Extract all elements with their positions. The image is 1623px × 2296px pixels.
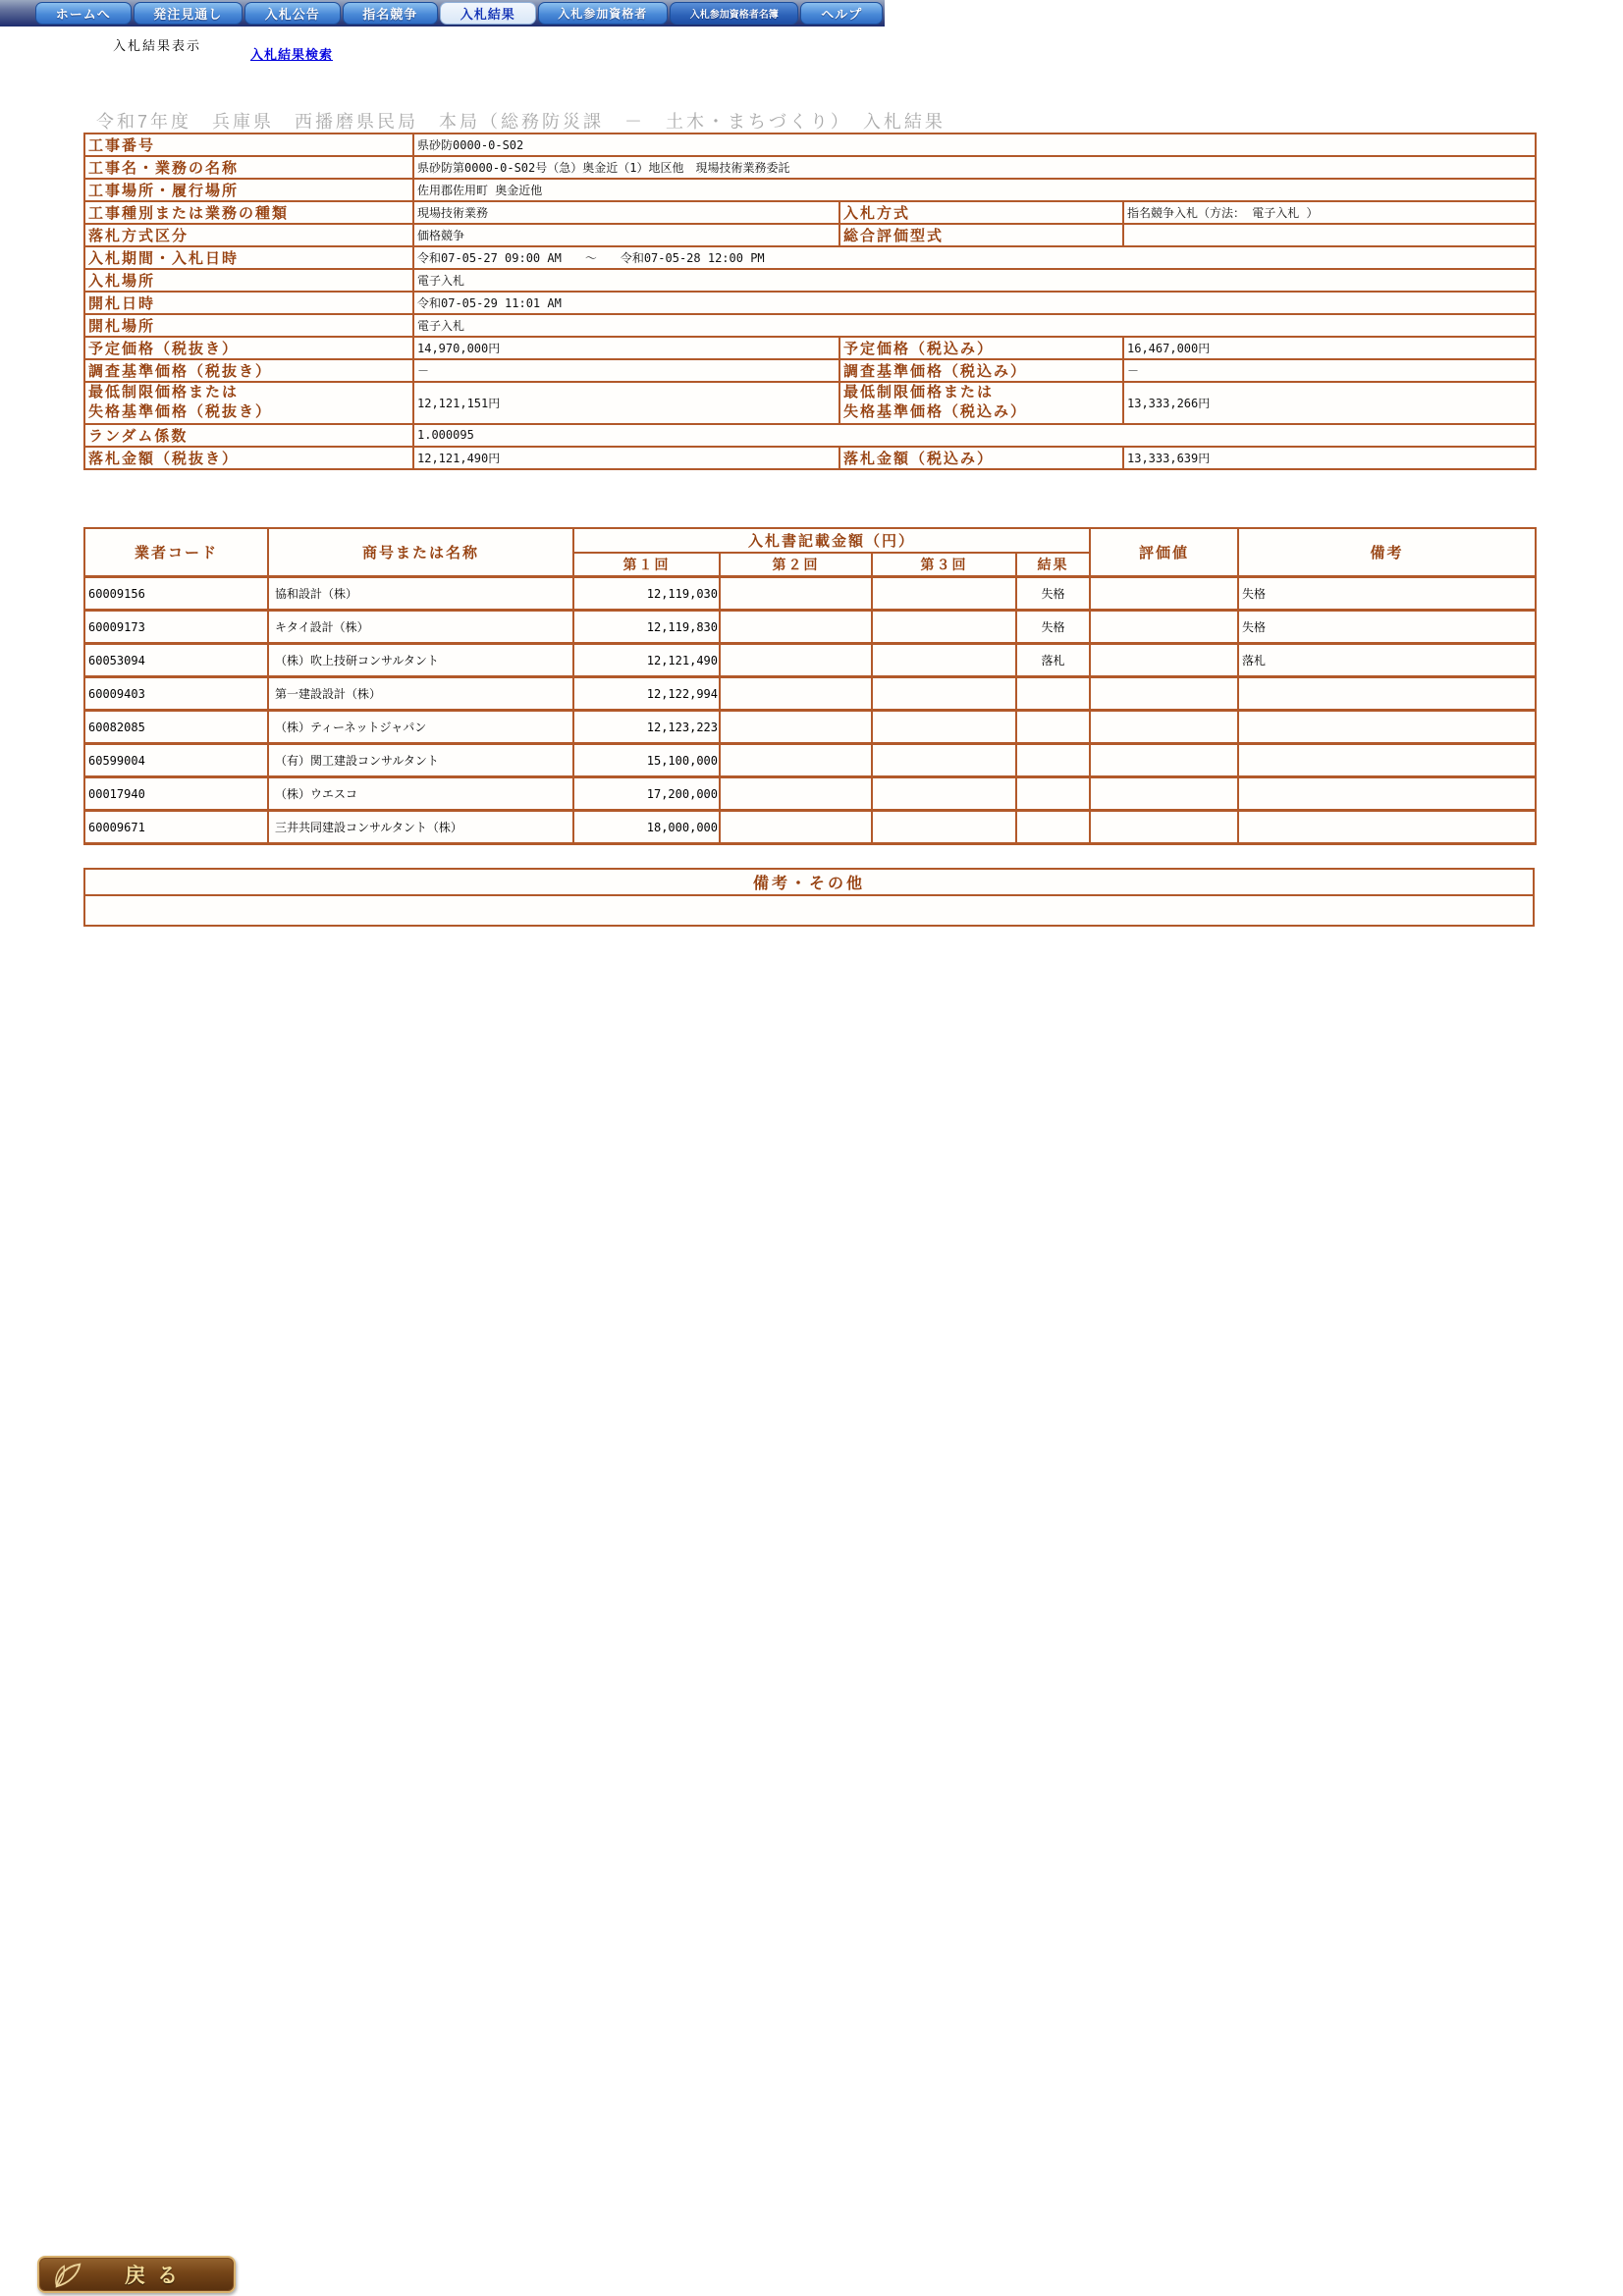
minimum-price-incl-label-line2: 失格基準価格（税込み） [843,403,1028,421]
planned-price-incl-value: 16,467,000円 [1123,337,1536,359]
row-opening-datetime [84,292,1536,314]
header-bid-amount-group: 入札書記載金額（円） [573,528,1090,553]
bidder-code-cell: 00017940 [84,777,268,811]
award-method-value: 価格競争 [413,224,839,246]
bid-period-label: 入札期間・入札日時 [84,246,413,269]
bidder-round1-cell: 12,121,490 [573,644,720,677]
bidder-round2-cell [720,577,872,611]
minimum-price-incl-value: 13,333,266円 [1123,382,1536,424]
row-bid-place [84,269,1536,292]
bid-detail-table [83,133,1537,470]
award-amount-incl-label: 落札金額（税込み） [839,447,1123,469]
project-location-label: 工事場所・履行場所 [84,179,413,201]
remarks-table [83,868,1535,927]
minimum-price-excl-label [84,382,413,424]
tab-bid-announcement[interactable]: 入札公告 [244,2,341,25]
row-planned-price [84,337,1536,359]
bidder-round3-cell [872,777,1016,811]
row-award-method [84,224,1536,246]
survey-price-excl-label: 調査基準価格（税抜き） [84,359,413,382]
tab-bid-results[interactable]: 入札結果 [440,2,536,25]
bidder-evaluation-cell [1090,777,1238,811]
bidder-remarks-cell: 失格 [1238,577,1536,611]
header-round1: 第１回 [573,553,720,577]
bid-period-value: 令和07-05-27 09:00 AM ～ 令和07-05-28 12:00 PM [413,246,1536,269]
bidder-round2-cell [720,811,872,844]
top-tab-bar [0,0,885,27]
minimum-price-incl-label [839,382,1123,424]
bidder-evaluation-cell [1090,811,1238,844]
bidder-round3-cell [872,811,1016,844]
bidder-round1-cell: 12,119,030 [573,577,720,611]
bidders-header-row-1 [84,528,1536,553]
work-type-value: 現場技術業務 [413,201,839,224]
planned-price-excl-value: 14,970,000円 [413,337,839,359]
bidder-round1-cell: 18,000,000 [573,811,720,844]
bidder-name-cell: （株）ウエスコ [268,777,573,811]
tab-nominated-competition[interactable]: 指名競争 [343,2,439,25]
award-amount-excl-value: 12,121,490円 [413,447,839,469]
bidder-code-cell: 60009671 [84,811,268,844]
bidder-name-cell: （株）ティーネットジャパン [268,711,573,744]
bidder-round2-cell [720,711,872,744]
bidder-round2-cell [720,611,872,644]
bidder-name-cell: 三井共同建設コンサルタント（株） [268,811,573,844]
bidder-round1-cell: 12,122,994 [573,677,720,711]
bidder-code-cell: 60082085 [84,711,268,744]
bid-place-value: 電子入札 [413,269,1536,292]
bid-result-search-link[interactable]: 入札結果検索 [250,47,334,62]
bidder-evaluation-cell [1090,611,1238,644]
bidder-name-cell: 協和設計（株） [268,577,573,611]
award-amount-incl-value: 13,333,639円 [1123,447,1536,469]
bid-method-value: 指名競争入札（方法： 電子入札 ） [1123,201,1536,224]
survey-price-incl-label: 調査基準価格（税込み） [839,359,1123,382]
bidder-remarks-cell [1238,811,1536,844]
project-name-value: 県砂防第0000-0-S02号（急）奥金近（1）地区他 現場技術業務委託 [413,156,1536,179]
remarks-content [84,895,1534,926]
header-remarks: 備考 [1238,528,1536,577]
bidder-row [84,677,1536,711]
row-project-number [84,133,1536,156]
bidder-remarks-cell [1238,711,1536,744]
bidder-round2-cell [720,744,872,777]
bidder-name-cell: （株）吹上技研コンサルタント [268,644,573,677]
bidder-round3-cell [872,644,1016,677]
bidder-result-cell: 失格 [1016,577,1090,611]
bidder-code-cell: 60009403 [84,677,268,711]
header-round2: 第２回 [720,553,872,577]
minimum-price-excl-label-line2: 失格基準価格（税抜き） [88,403,273,421]
bidder-name-cell: キタイ設計（株） [268,611,573,644]
bidder-round2-cell [720,644,872,677]
bidder-round3-cell [872,711,1016,744]
header-bidder-name: 商号または名称 [268,528,573,577]
survey-price-excl-value: － [413,359,839,382]
row-opening-place [84,314,1536,337]
work-type-label: 工事種別または業務の種類 [84,201,413,224]
bidder-evaluation-cell [1090,577,1238,611]
bidder-round3-cell [872,611,1016,644]
bidder-result-cell: 落札 [1016,644,1090,677]
award-method-label: 落札方式区分 [84,224,413,246]
bidder-round3-cell [872,577,1016,611]
remarks-title: 備考・その他 [84,869,1534,895]
page-title: 入札結果表示 [113,38,202,53]
tab-qualified-bidders[interactable]: 入札参加資格者 [538,2,669,25]
overall-evaluation-value [1123,224,1536,246]
bidder-result-cell [1016,711,1090,744]
row-random-coefficient [84,424,1536,447]
project-number-label: 工事番号 [84,133,413,156]
bidder-row [84,744,1536,777]
bidder-row [84,777,1536,811]
minimum-price-excl-label-line1: 最低制限価格または [88,384,240,400]
bidder-code-cell: 60599004 [84,744,268,777]
project-number-value: 県砂防0000-0-S02 [413,133,1536,156]
tab-home[interactable]: ホームへ [35,2,132,25]
award-amount-excl-label: 落札金額（税抜き） [84,447,413,469]
bidder-remarks-cell: 落札 [1238,644,1536,677]
bidder-round1-cell: 15,100,000 [573,744,720,777]
bidder-evaluation-cell [1090,744,1238,777]
bidder-round3-cell [872,744,1016,777]
bidder-round1-cell: 12,123,223 [573,711,720,744]
planned-price-incl-label: 予定価格（税込み） [839,337,1123,359]
result-title: 令和7年度 兵庫県 西播磨県民局 本局（総務防災課 － 土木・まちづくり） 入札結果 [96,112,946,132]
back-button[interactable] [37,2256,236,2293]
bidder-row [84,577,1536,611]
bidder-round1-cell: 17,200,000 [573,777,720,811]
bid-place-label: 入札場所 [84,269,413,292]
tab-qualified-bidders-list[interactable]: 入札参加資格者名簿 [670,2,798,25]
header-evaluation: 評価値 [1090,528,1238,577]
header-round3: 第３回 [872,553,1016,577]
bidder-result-cell [1016,677,1090,711]
bidder-remarks-cell [1238,677,1536,711]
minimum-price-incl-label-line1: 最低制限価格または [843,384,995,400]
header-bidder-code: 業者コード [84,528,268,577]
opening-place-value: 電子入札 [413,314,1536,337]
bidder-remarks-cell: 失格 [1238,611,1536,644]
random-coefficient-label: ランダム係数 [84,424,413,447]
bidder-name-cell: 第一建設設計（株） [268,677,573,711]
bidder-evaluation-cell [1090,711,1238,744]
bidder-round2-cell [720,677,872,711]
project-name-label: 工事名・業務の名称 [84,156,413,179]
row-project-location [84,179,1536,201]
header-result: 結果 [1016,553,1090,577]
bidder-round2-cell [720,777,872,811]
row-project-name [84,156,1536,179]
opening-datetime-value: 令和07-05-29 11:01 AM [413,292,1536,314]
bidder-result-cell [1016,811,1090,844]
remarks-content-row [84,895,1534,926]
bidder-row [84,611,1536,644]
opening-datetime-label: 開札日時 [84,292,413,314]
bidders-table [83,527,1537,845]
bidder-code-cell: 60009173 [84,611,268,644]
row-award-amount [84,447,1536,469]
row-work-type [84,201,1536,224]
row-bid-period [84,246,1536,269]
bidder-evaluation-cell [1090,644,1238,677]
bidder-evaluation-cell [1090,677,1238,711]
tab-order-outlook[interactable]: 発注見通し [134,2,243,25]
bidder-remarks-cell [1238,777,1536,811]
bidder-row [84,811,1536,844]
row-survey-base-price [84,359,1536,382]
planned-price-excl-label: 予定価格（税抜き） [84,337,413,359]
opening-place-label: 開札場所 [84,314,413,337]
remarks-header-row [84,869,1534,895]
row-minimum-price [84,382,1536,424]
bidder-code-cell: 60009156 [84,577,268,611]
minimum-price-excl-value: 12,121,151円 [413,382,839,424]
bid-method-label: 入札方式 [839,201,1123,224]
project-location-value: 佐用郡佐用町 奥金近他 [413,179,1536,201]
bidder-result-cell [1016,744,1090,777]
bidder-row [84,644,1536,677]
bidder-round1-cell: 12,119,830 [573,611,720,644]
tab-help[interactable]: ヘルプ [800,2,883,25]
bidder-remarks-cell [1238,744,1536,777]
overall-evaluation-label: 総合評価型式 [839,224,1123,246]
bidder-result-cell [1016,777,1090,811]
survey-price-incl-value: － [1123,359,1536,382]
bidder-name-cell: （有）関工建設コンサルタント [268,744,573,777]
random-coefficient-value: 1.000095 [413,424,1536,447]
bidder-code-cell: 60053094 [84,644,268,677]
leaf-icon [49,2259,86,2290]
bidder-result-cell: 失格 [1016,611,1090,644]
back-button-label: 戻る [125,2265,189,2287]
bidder-round3-cell [872,677,1016,711]
bidder-row [84,711,1536,744]
